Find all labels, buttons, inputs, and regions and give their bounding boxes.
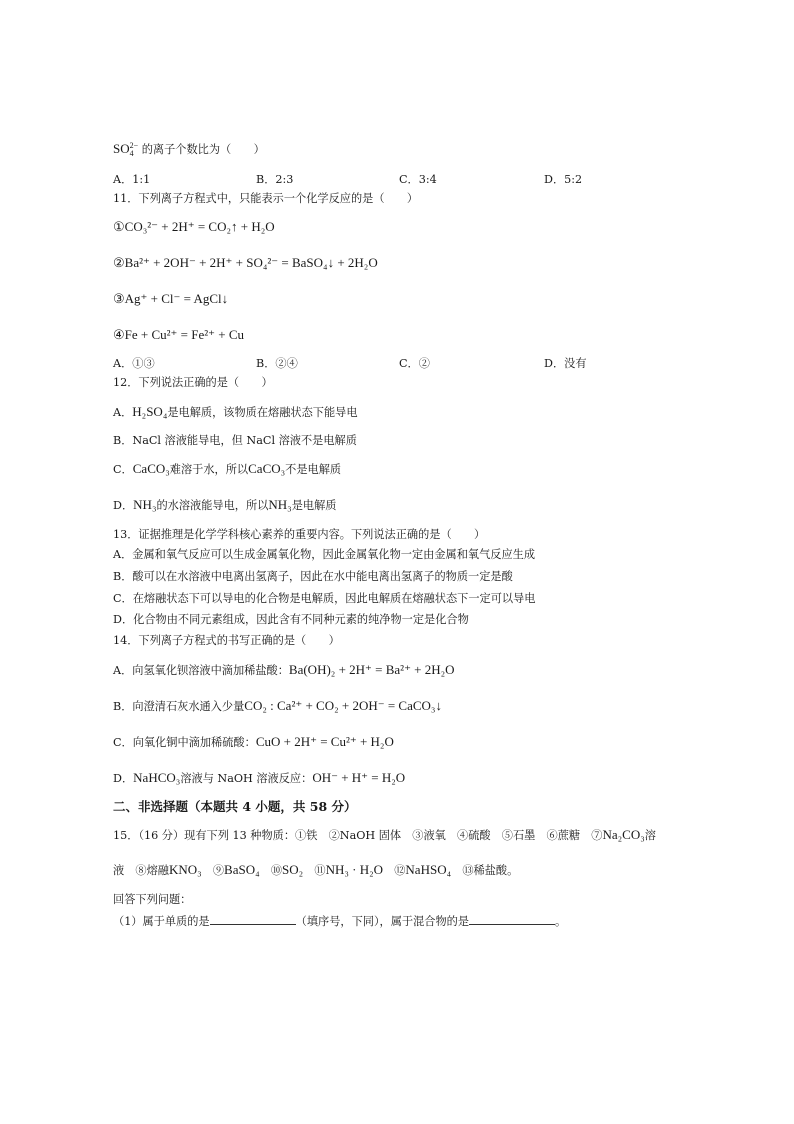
q12-c-text-2: 不是电解质 [285,463,342,476]
section-heading: 二、非选择题（本题共 4 小题，共 58 分） [113,799,357,814]
q14-d-text: 溶液与 NaOH 溶液反应： [180,772,313,785]
q12-option-a [113,404,358,421]
q14-c-text: C．向氧化铜中滴加稀硫酸： [113,736,256,749]
q10-ion-charge: 2− [129,141,139,150]
q14-d-equation: OH⁻ + H⁺ = H₂O [312,770,406,785]
q10-ion-subscript: 4 [129,149,134,158]
q11-eq2: ②Ba²⁺ + 2OH⁻ + 2H⁺ + SO₄²⁻ = BaSO₄↓ + 2H₂O [113,255,378,270]
q14-b-equation: CO₂ : Ca²⁺ + CO₂ + 2OH⁻ = CaCO₃↓ [244,698,442,713]
q14-b-text: B．向澄清石灰水通入少量 [113,700,245,713]
q13-option-a: A．金属和氧气反应可以生成金属氧化物，因此金属氧化物一定由金属和氧气反应生成 [113,548,536,561]
q10-option-d: D．5:2 [544,173,583,186]
q12-c-formula-1: CaCO₃ [132,461,170,476]
q12-d-formula-2: NH₃ [268,497,292,512]
q15-line2-text-c: ⑩ [259,864,283,877]
q12-stem: 12．下列说法正确的是（ ） [113,376,273,389]
q13-stem: 13．证据推理是化学学科核心素养的重要内容。下列说法正确的是（ ） [113,528,486,541]
q15-sub1-text-3: 。 [555,915,567,928]
q10-tail [113,141,265,158]
q14-a-text: A．向氢氧化钡溶液中滴加稀盐酸： [113,664,289,677]
q12-option-d [113,497,336,514]
q15-line2-text-d: ⑪ [303,864,326,877]
q12-c-text-1: 难溶于水，所以 [169,463,249,476]
q15-formula-so2: SO₂ [282,862,304,877]
q14-a-equation: Ba(OH)₂ + 2H⁺ = Ba²⁺ + 2H₂O [288,662,455,677]
q11-option-d: D．没有 [544,357,587,370]
q14-option-b [113,698,442,715]
q12-a-label: A． [113,406,133,419]
q13-option-b: B．酸可以在水溶液中电离出氢离子，因此在水中能电离出氢离子的物质一定是酸 [113,570,513,583]
answer-blank-2[interactable] [469,913,555,925]
q11-stem: 11．下列离子方程式中，只能表示一个化学反应的是（ ） [113,192,419,205]
q14-c-equation: CuO + 2H⁺ = Cu²⁺ + H₂O [255,734,394,749]
q12-option-c [113,461,341,478]
q15-line2-text-a: 液 ⑧熔融 [113,864,169,877]
q12-a-formula: H₂SO₄ [132,404,168,419]
q14-d-formula: NaHCO₃ [133,770,181,785]
q12-c-formula-2: CaCO₃ [248,461,286,476]
q11-option-a: A．①③ [113,357,155,370]
q15-formula-na2co3: Na₂CO₃ [602,827,645,842]
q12-d-formula-1: NH₃ [133,497,157,512]
q15-sub1 [113,913,566,930]
q15-formula-kno3: KNO₃ [168,862,202,877]
q12-d-label: D． [113,499,134,512]
sulfate-ion [113,141,138,156]
q14-option-d [113,770,405,787]
q11-eq3: ③Ag⁺ + Cl⁻ = AgCl↓ [113,291,229,306]
q10-option-c: C．3:4 [399,173,437,186]
q12-option-b: B．NaCl 溶液能导电，但 NaCl 溶液不是电解质 [113,434,357,447]
q15-line2 [113,862,518,879]
q11-option-b: B．②④ [256,357,298,370]
q15-formula-nahso4: NaHSO₄ [405,862,452,877]
q15-sub1-text-2: （填序号，下同），属于混合物的是 [295,915,470,928]
q14-option-c [113,734,394,751]
q14-d-label: D． [113,772,134,785]
q15-sub1-text-1: （1）属于单质的是 [113,915,210,928]
q15-substances-text: 15．（16 分）现有下列 13 种物质：①铁 ②NaOH 固体 ③液氧 ④硫酸 ⑤石墨 ⑥蔗糖 ⑦ [113,829,603,842]
q10-option-a: A．1:1 [113,173,151,186]
q12-d-text-2: 是电解质 [291,499,337,512]
q12-a-text: 是电解质，该物质在熔融状态下能导电 [167,406,358,419]
q10-ion-symbol: SO [113,141,130,156]
q10-option-b: B．2:3 [256,173,294,186]
q11-eq4: ④Fe + Cu²⁺ = Fe²⁺ + Cu [113,327,245,342]
q15-line1-end: 溶 [644,829,656,842]
q13-option-c: C．在熔融状态下可以导电的化合物是电解质，因此电解质在熔融状态下一定可以导电 [113,592,536,605]
q15-line2-text-b: ⑨ [201,864,225,877]
q15-line1 [113,827,656,844]
q14-option-a [113,662,455,679]
q10-tail-text: 的离子个数比为（ ） [138,143,265,156]
answer-blank-1[interactable] [210,913,296,925]
q15-line2-text-g: ⑬稀盐酸。 [451,864,519,877]
q13-option-d: D．化合物由不同元素组成，因此含有不同种元素的纯净物一定是化合物 [113,613,469,626]
q15-answer-prompt: 回答下列问题： [113,893,192,906]
q11-option-c: C．② [399,357,430,370]
q14-stem: 14．下列离子方程式的书写正确的是（ ） [113,634,340,647]
q11-eq1: ①CO₃²⁻ + 2H⁺ = CO₂↑ + H₂O [113,219,275,234]
q15-formula-baso4: BaSO₄ [224,862,260,877]
q15-line2-text-e: ⑫ [383,864,406,877]
q12-d-text-1: 的水溶液能导电，所以 [156,499,269,512]
q15-formula-nh3h2o: NH₃ · H₂O [325,862,384,877]
q12-c-label: C． [113,463,133,476]
